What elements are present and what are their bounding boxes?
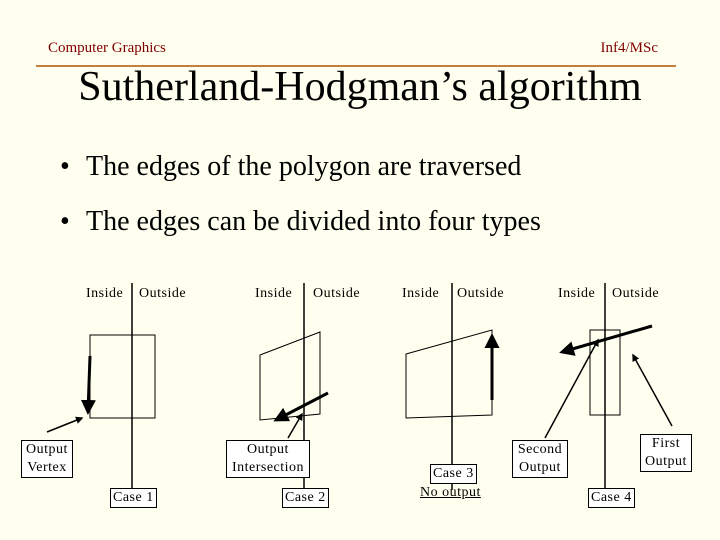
output-note: No output xyxy=(420,485,481,500)
polygon-shape xyxy=(90,335,155,418)
outside-label: Outside xyxy=(139,286,187,301)
output-note: Output Vertex xyxy=(21,440,73,478)
header-class-label: Inf4/MSc xyxy=(600,40,658,56)
polygon-shape xyxy=(260,332,320,420)
output-note: Output Intersection xyxy=(226,440,310,478)
polygon-shape xyxy=(406,330,492,418)
inside-label: Inside xyxy=(255,286,293,301)
bullet-dot-icon: • xyxy=(60,151,70,182)
output-pointer-arrow xyxy=(47,418,82,432)
edge-arrow xyxy=(88,356,90,412)
second-output-note: Second Output xyxy=(512,440,568,478)
bullet-text-1: The edges of the polygon are traversed xyxy=(86,151,522,182)
bullet-dot-icon: • xyxy=(60,206,70,237)
outside-label: Outside xyxy=(457,286,505,301)
bullet-text-2: The edges can be divided into four types xyxy=(86,206,541,237)
case-label: Case 4 xyxy=(588,488,635,508)
case-label: Case 1 xyxy=(110,488,157,508)
output-pointer-arrow xyxy=(633,355,672,426)
inside-label: Inside xyxy=(402,286,440,301)
inside-label: Inside xyxy=(86,286,124,301)
output-pointer-arrow xyxy=(288,414,302,438)
outside-label: Outside xyxy=(313,286,361,301)
header-course-label: Computer Graphics xyxy=(48,40,166,56)
inside-label: Inside xyxy=(558,286,596,301)
first-output-note: First Output xyxy=(640,434,692,472)
outside-label: Outside xyxy=(612,286,660,301)
slide-title: Sutherland-Hodgman’s algorithm xyxy=(78,64,642,110)
case-label: Case 2 xyxy=(282,488,329,508)
case-label: Case 3 xyxy=(430,464,477,484)
